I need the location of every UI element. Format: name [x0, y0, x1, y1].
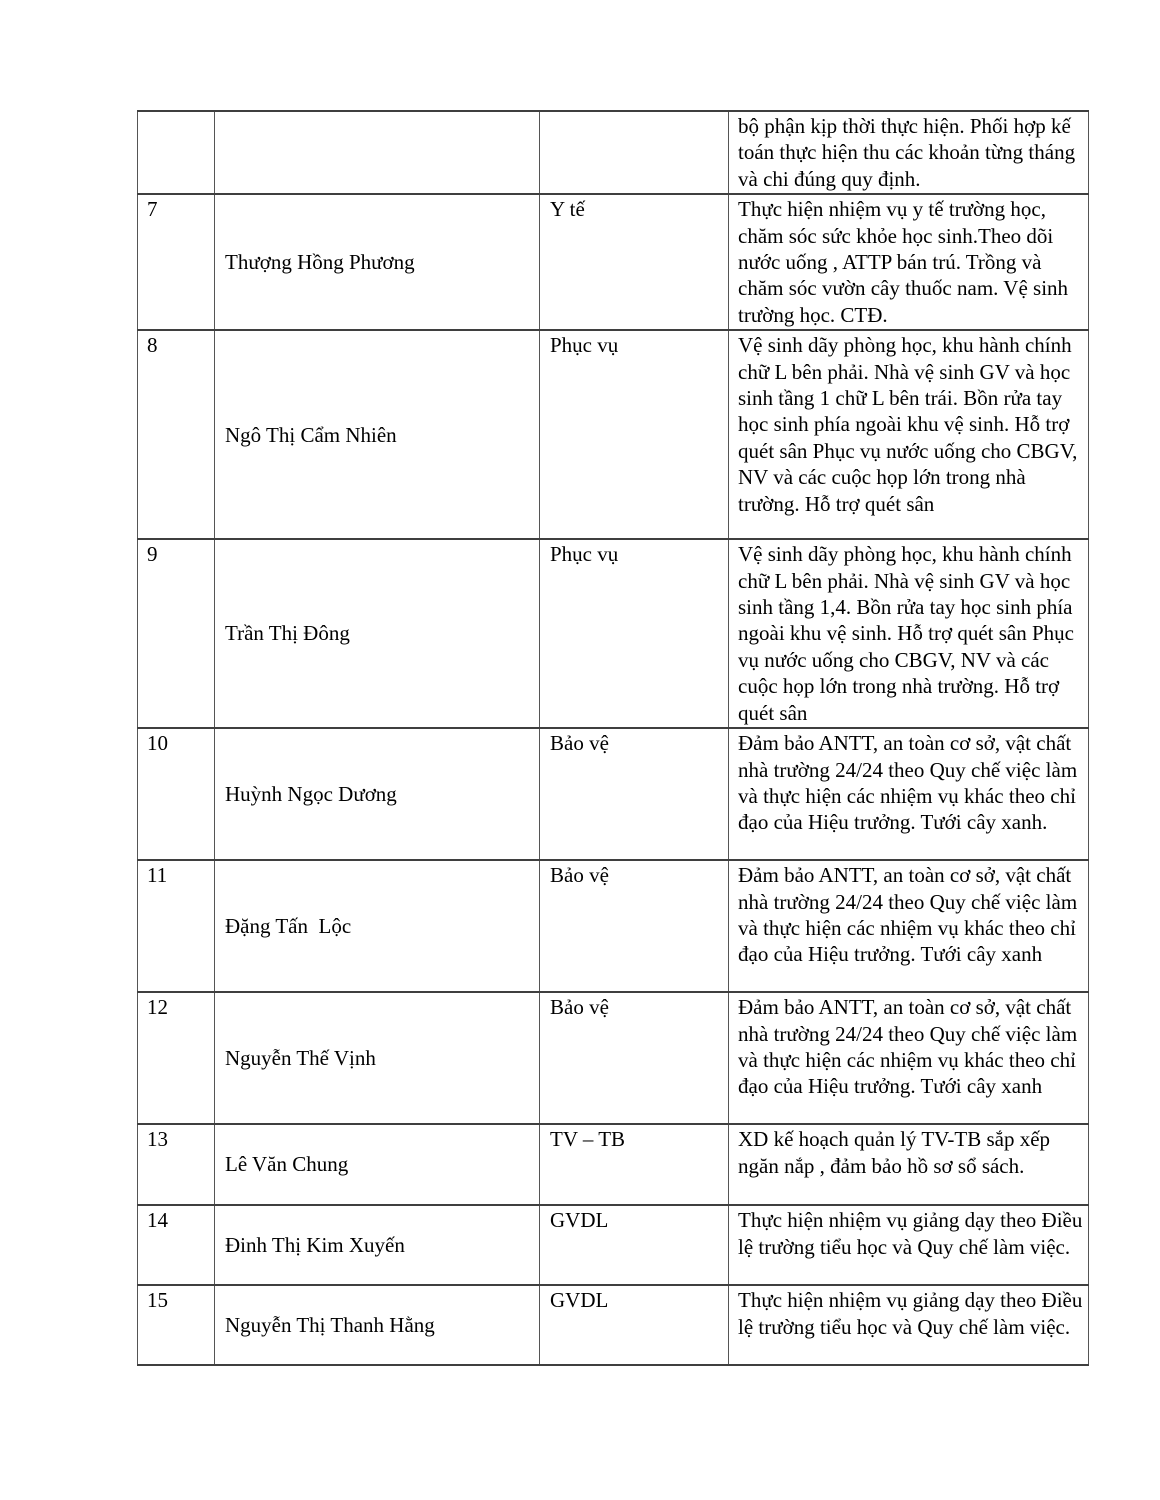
name-cell: Nguyễn Thị Thanh Hằng [215, 1285, 540, 1365]
table-row-9 [138, 539, 1089, 728]
staff-table-body [138, 111, 1089, 1365]
name-cell: Thượng Hồng Phương [215, 194, 540, 330]
table-row-12 [138, 992, 1089, 1124]
row-number-cell: 10 [138, 728, 215, 860]
duties-cell: Thực hiện nhiệm vụ giảng dạy theo Điều lệ trường tiểu học và Quy chế làm việc. [729, 1285, 1089, 1365]
row-number-cell: 8 [138, 330, 215, 539]
row-number-cell [138, 111, 215, 194]
name-cell: Đinh Thị Kim Xuyến [215, 1205, 540, 1285]
row-number-cell: 12 [138, 992, 215, 1124]
position-cell: Bảo vệ [540, 992, 729, 1124]
position-cell: Bảo vệ [540, 860, 729, 992]
position-cell: Phục vụ [540, 330, 729, 539]
table-row-14 [138, 1205, 1089, 1285]
table-row-13 [138, 1124, 1089, 1205]
name-cell [215, 111, 540, 194]
row-number-cell: 11 [138, 860, 215, 992]
name-cell: Lê Văn Chung [215, 1124, 540, 1205]
position-cell: GVDL [540, 1205, 729, 1285]
duties-cell: Vệ sinh dãy phòng học, khu hành chính chữ L bên phải. Nhà vệ sinh GV và học sinh tầng 1,4. Bồn rửa tay học sinh phía ngoài khu vệ sinh. Hỗ trợ quét sân Phục vụ nước uống cho CBGV, NV và các cuộc họp lớn trong nhà trường. Hỗ trợ quét sân [729, 539, 1089, 728]
table-row-10 [138, 728, 1089, 860]
position-cell: TV – TB [540, 1124, 729, 1205]
name-cell: Huỳnh Ngọc Dương [215, 728, 540, 860]
row-number-cell: 7 [138, 194, 215, 330]
duties-cell: Thực hiện nhiệm vụ y tế trường học, chăm sóc sức khỏe học sinh.Theo dõi nước uống , ATTP bán trú. Trồng và chăm sóc vườn cây thuốc nam. Vệ sinh trường học. CTĐ. [729, 194, 1089, 330]
position-cell: Phục vụ [540, 539, 729, 728]
table-row-15 [138, 1285, 1089, 1365]
position-cell: Bảo vệ [540, 728, 729, 860]
table-row-7 [138, 194, 1089, 330]
duties-cell: XD kế hoạch quản lý TV-TB sắp xếp ngăn nắp , đảm bảo hồ sơ sổ sách. [729, 1124, 1089, 1205]
duties-cell: bộ phận kịp thời thực hiện. Phối hợp kế toán thực hiện thu các khoản từng tháng và chi đúng quy định. [729, 111, 1089, 194]
position-cell: Y tế [540, 194, 729, 330]
table-row-11 [138, 860, 1089, 992]
duties-cell: Đảm bảo ANTT, an toàn cơ sở, vật chất nhà trường 24/24 theo Quy chế việc làm và thực hiện các nhiệm vụ khác theo chỉ đạo của Hiệu trưởng. Tưới cây xanh. [729, 728, 1089, 860]
duties-cell: Thực hiện nhiệm vụ giảng dạy theo Điều lệ trường tiểu học và Quy chế làm việc. [729, 1205, 1089, 1285]
row-number-cell: 13 [138, 1124, 215, 1205]
row-number-cell: 14 [138, 1205, 215, 1285]
name-cell: Nguyễn Thế Vịnh [215, 992, 540, 1124]
name-cell: Ngô Thị Cẩm Nhiên [215, 330, 540, 539]
table-row-carryover [138, 111, 1089, 194]
position-cell: GVDL [540, 1285, 729, 1365]
duties-cell: Vệ sinh dãy phòng học, khu hành chính chữ L bên phải. Nhà vệ sinh GV và học sinh tầng 1 chữ L bên trái. Bồn rửa tay học sinh phía ngoài khu vệ sinh. Hỗ trợ quét sân Phục vụ nước uống cho CBGV, NV và các cuộc họp lớn trong nhà trường. Hỗ trợ quét sân [729, 330, 1089, 539]
table-row-8 [138, 330, 1089, 539]
row-number-cell: 15 [138, 1285, 215, 1365]
duties-cell: Đảm bảo ANTT, an toàn cơ sở, vật chất nhà trường 24/24 theo Quy chế việc làm và thực hiện các nhiệm vụ khác theo chỉ đạo của Hiệu trưởng. Tưới cây xanh [729, 992, 1089, 1124]
duties-cell: Đảm bảo ANTT, an toàn cơ sở, vật chất nhà trường 24/24 theo Quy chế việc làm và thực hiện các nhiệm vụ khác theo chỉ đạo của Hiệu trưởng. Tưới cây xanh [729, 860, 1089, 992]
name-cell: Đặng Tấn Lộc [215, 860, 540, 992]
row-number-cell: 9 [138, 539, 215, 728]
position-cell [540, 111, 729, 194]
staff-duty-table [137, 110, 1089, 1366]
name-cell: Trần Thị Đông [215, 539, 540, 728]
